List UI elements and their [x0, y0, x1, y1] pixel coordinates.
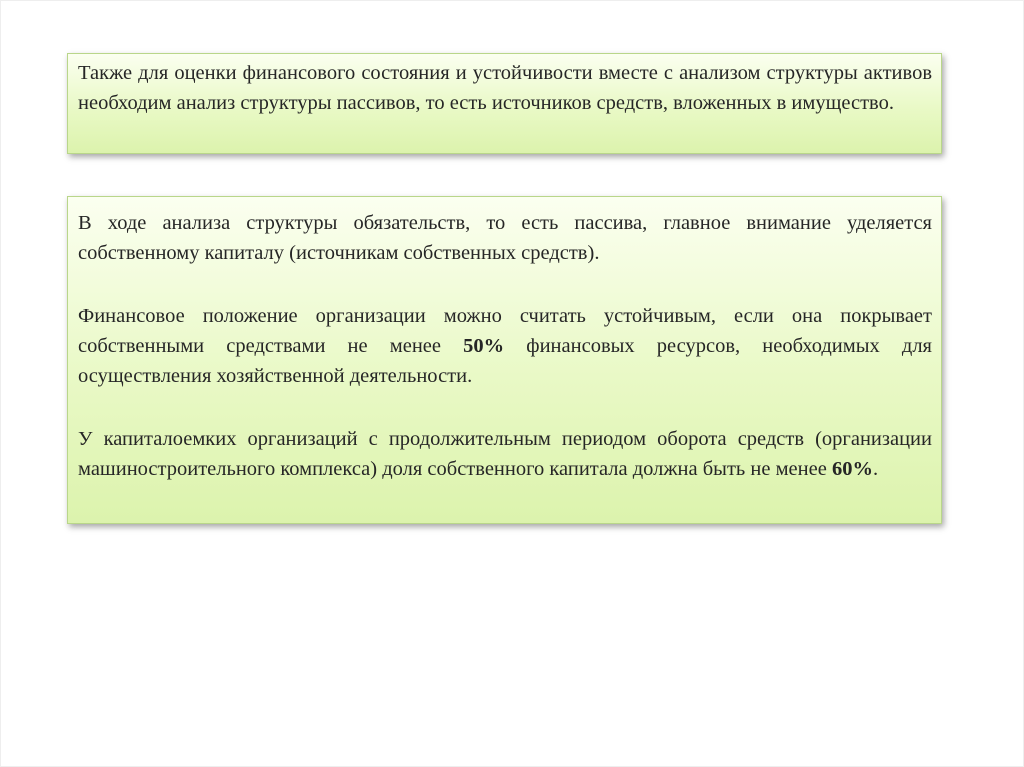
- stability-text-end: финансовых ресурсов, необходимых для осуществления хозяйственной деятельности.: [78, 335, 932, 387]
- threshold-50-percent: 50%: [463, 335, 505, 357]
- capital-text-end: .: [872, 458, 879, 480]
- equity-focus-paragraph: В ходе анализа структуры обязательств, то есть пассива, главное внимание уделяется собственному капиталу (источникам собственных средств).: [78, 212, 932, 264]
- stability-condition-paragraph: [78, 301, 932, 391]
- capital-text-start: У капиталоемких организаций с продолжительным периодом оборота средств (организации машиностроительного комплекса) доля собственного капитала должна быть не менее: [78, 428, 932, 480]
- threshold-60-percent: 60%: [831, 458, 873, 480]
- capital-intensive-paragraph: [78, 424, 932, 484]
- intro-paragraph: Также для оценки финансового состояния и устойчивости вместе с анализом структуры активов необходим анализ структуры пассивов, то есть источников средств, вложенных в имущество.: [78, 62, 932, 114]
- stability-text-start: Финансовое положение организации можно считать устойчивым, если она покрывает собственными средствами не менее: [78, 305, 932, 357]
- intro-text-box: [67, 53, 942, 154]
- analysis-text-box: [67, 196, 942, 524]
